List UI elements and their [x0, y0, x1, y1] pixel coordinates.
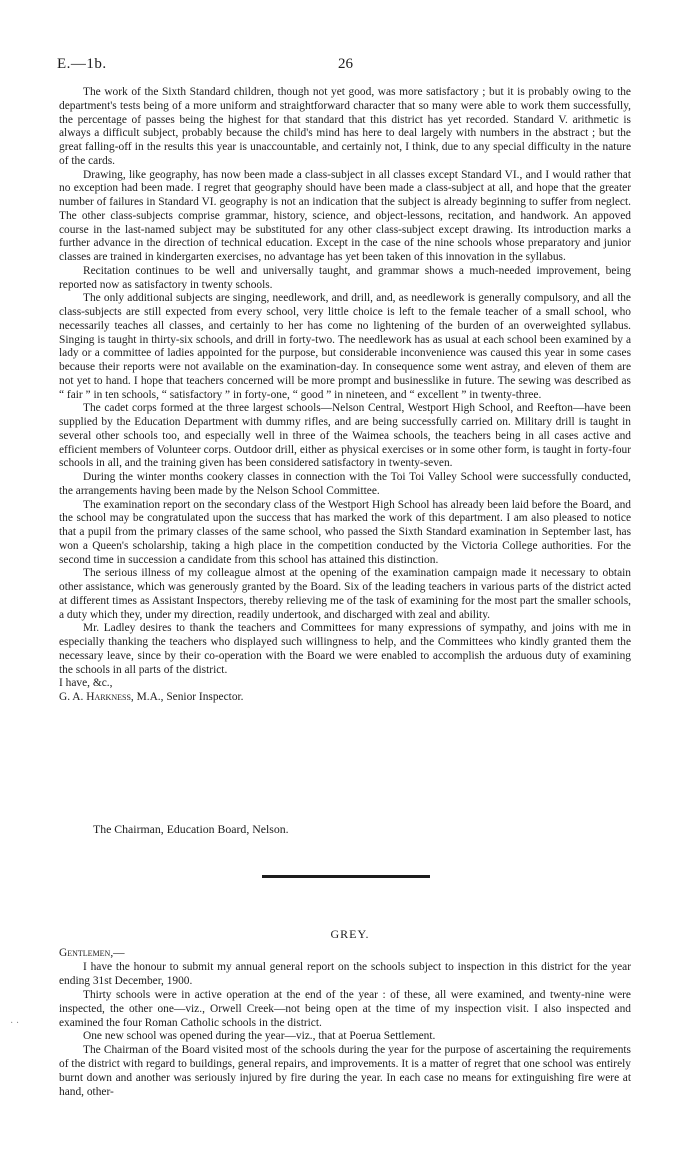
paragraph: One new school was opened during the year—viz., that at Poerua Settlement. [83, 1030, 436, 1043]
signature-title: , M.A., Senior Inspector. [130, 691, 244, 703]
closing-line: I have, &c., [59, 677, 113, 690]
section-divider [262, 875, 430, 878]
page-number: 26 [338, 56, 353, 72]
document-reference: E.—1b. [57, 56, 107, 72]
margin-mark: · · [10, 1018, 20, 1029]
paragraph: The serious illness of my colleague almost at the opening of the examination campaign made it necessary to obtain other assistance, which was generously granted by the Board. Six of the leading teachers in various parts of the district acted at different times as Assistant Inspectors, thereby relieving me of the task of examining for the most part the smaller schools, a duty which they, under my direction, readily undertook, and discharged with zeal and ability. [59, 567, 631, 621]
paragraph: Mr. Ladley desires to thank the teachers and Committees for many expressions of sympathy, and joins with me in especially thanking the teachers who displayed such willingness to help, and the Committees who kindly granted them the necessary leave, since by their co-operation with the Board we were enabled to accomplish the arduous duty of examining the schools in all parts of the district. [59, 622, 631, 676]
paragraph: The cadet corps formed at the three largest schools—Nelson Central, Westport High School, and Reefton—have been supplied by the Education Department with dummy rifles, and are being successfully carried on. Military drill is taught in several other schools too, and especially well in three of the Waimea schools, the teachers being in all cases active and efficient members of Volunteer corps. Outdoor drill, either as physical exercises or in some other form, is taught in forty-four schools in all, and the training given has been considered satisfactory in twenty-seven. [59, 402, 631, 470]
signature-surname: Harkness [86, 691, 131, 703]
grey-report-body [59, 947, 631, 1100]
paragraph: The work of the Sixth Standard children, though not yet good, was more satisfactory ; but it is probably owing to the department's tests being of a more uniform and straightforward character that so many were able to work them successfully, the percentage of passes being the highest for that standard that this district has yet recorded. Standard V. arithmetic is always a difficult subject, probably because the child's mind has here to deal largely with numbers in the abstract ; but the great falling-off in the results this year is unaccountable, and certainly not, I think, due to any special difficulty in the nature of the cards. [59, 86, 631, 167]
section-title: GREY. [330, 927, 370, 941]
paragraph: Recitation continues to be well and universally taught, and grammar shows a much-needed improvement, being reported now as satisfactory in twenty schools. [59, 264, 631, 291]
addressee: The Chairman, Education Board, Nelson. [93, 822, 289, 836]
paragraph: I have the honour to submit my annual general report on the schools subject to inspection in this district for the year ending 31st December, 1900. [59, 960, 631, 987]
paragraph: During the winter months cookery classes in connection with the Toi Toi Valley School were successfully conducted, the arrangements having been made by the Nelson School Committee. [59, 471, 631, 497]
paragraph: Thirty schools were in active operation at the end of the year : of these, all were examined, and twenty-nine were inspected, the other one—viz., Orwell Creek—not being open at the time of my inspection visit. I also inspected and examined the four Roman Catholic schools in the district. [59, 988, 631, 1029]
signature [59, 691, 631, 705]
paragraph: The examination report on the secondary class of the Westport High School has already been laid before the Board, and the school may be congratulated upon the success that has marked the work of this department. I am also pleased to notice that a pupil from the primary classes of the same school, who passed the Sixth Standard examination in September last, has won a Queen's scholarship, taking a high place in the competition conducted by the Victoria College authorities. For the second time in succession a candidate from this school has attained this distinction. [59, 498, 631, 566]
salutation: Gentlemen,— [59, 947, 125, 959]
report-body [59, 86, 631, 705]
paragraph: Drawing, like geography, has now been made a class-subject in all classes except Standard VI., and I would rather that no exception had been made. I regret that geography should have been made a class-subject at all, and hope that the greater number of failures in Standard VI. geography is not an indication that the subject is already beginning to suffer from neglect. The other class-subjects comprise grammar, history, science, and object-lessons, recitation, and handwork. An appoved course in the last-named subject may be substituted for any other class-subject except drawing. Its introduction marks a further advance in the direction of technical education. Except in the case of the nine schools whose preparatory and junior classes are trained in kindergarten exercises, no advantage has yet been taken of this innovation in the syllabus. [59, 168, 631, 263]
paragraph: The Chairman of the Board visited most of the schools during the year for the purpose of ascertaining the requirements of the district with regard to buildings, general repairs, and improvements. It is a matter of regret that one school was entirely burnt down and another was seriously injured by fire during the year. In each case no means for extinguishing fire were at hand, other- [59, 1044, 631, 1099]
paragraph: The only additional subjects are singing, needlework, and drill, and, as needlework is generally compulsory, and all the class-subjects are still expected from every school, very little choice is left to the female teacher of a small school, who necessarily teaches all classes, and certainly to her has come no lightening of the burden of an overweighted syllabus. Singing is taught in thirty-six schools, and drill in forty-two. The needlework has as usual at each school been examined by a lady or a committee of ladies appointed for the purpose, but considerable inconvenience was caused this year in some cases because their reports were not available on the examination-day. In consequence some went astray, and eleven of them are not yet to hand. I hope that teachers concerned will be more prompt and businesslike in future. The sewing was described as “ fair ” in ten schools, “ satisfactory ” in forty-one, “ good ” in nineteen, and “ excellent ” in twenty-three. [59, 292, 631, 401]
signature-prefix: G. A. [59, 691, 87, 703]
